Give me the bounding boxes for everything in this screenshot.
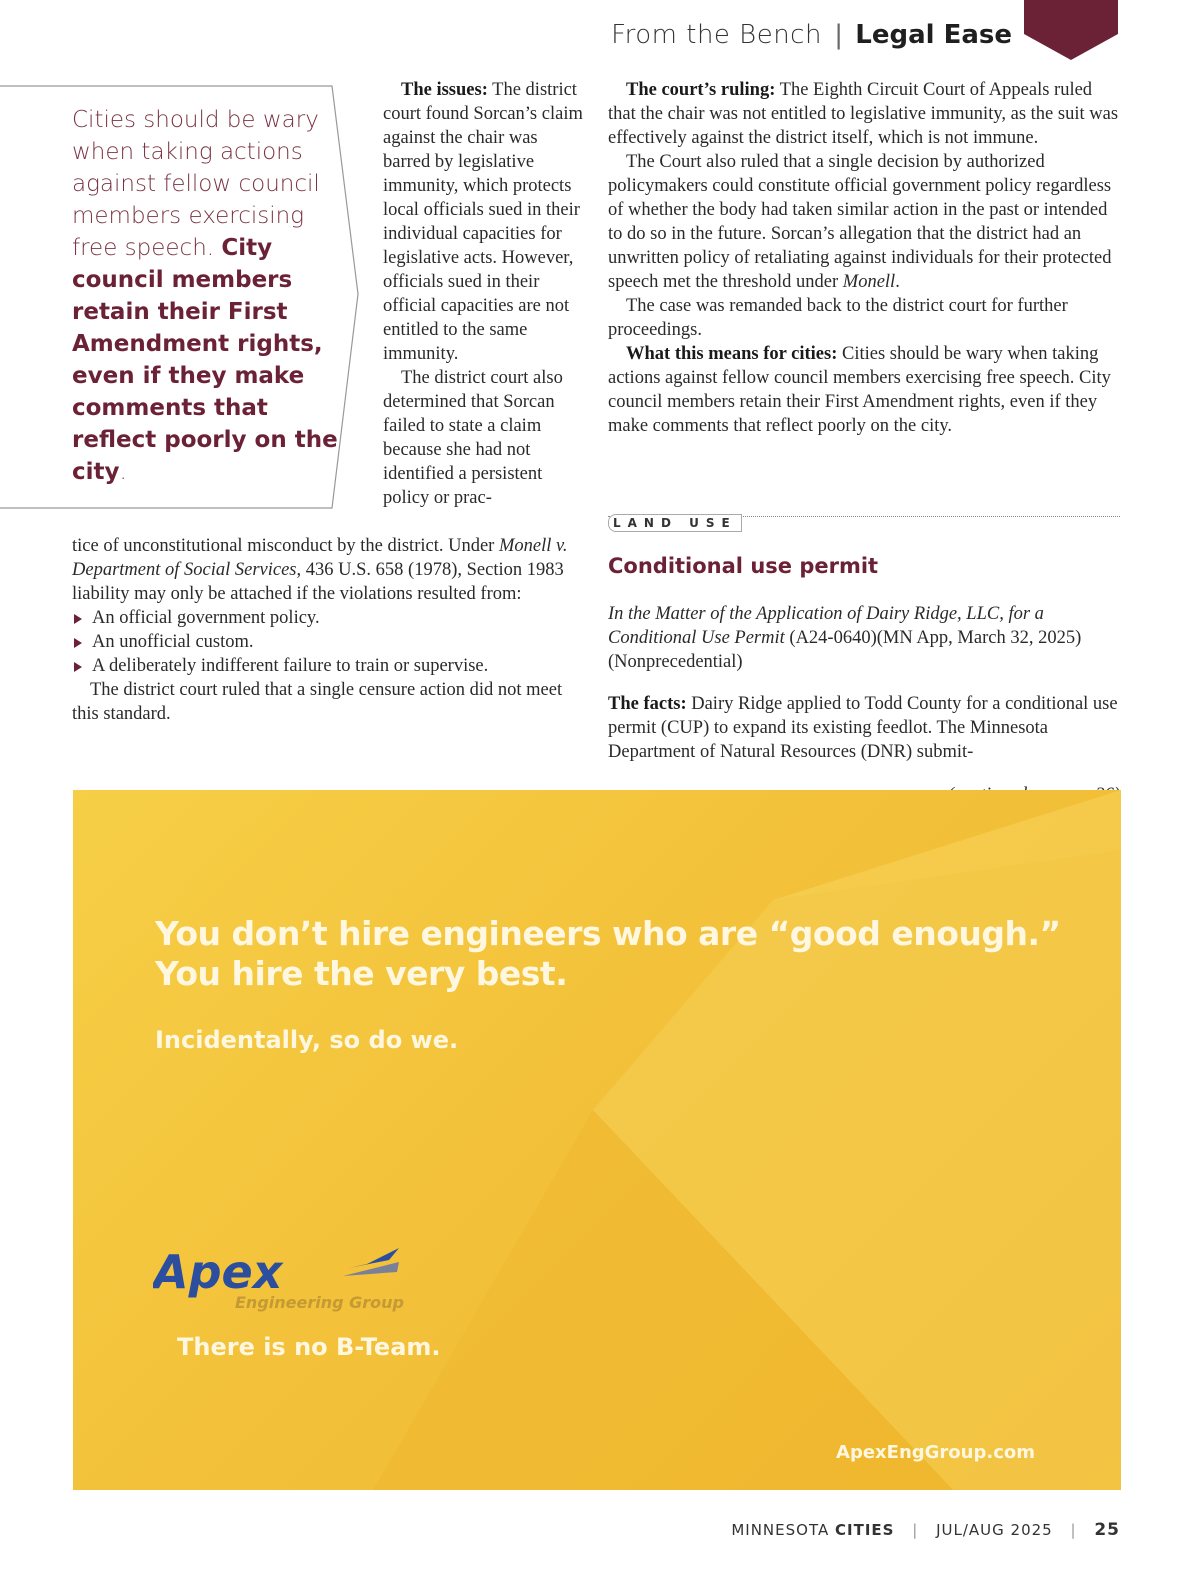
ad-tagline: There is no B-Team.: [177, 1333, 441, 1361]
policy-paragraph: [608, 150, 1120, 294]
header-separator: |: [834, 20, 843, 50]
case-title: In the Matter of the Application of Dairy Ridge, LLC, for a Conditional Use Permit: [608, 603, 1044, 648]
cont-text: tice of unconstitutional misconduct by the district. Under: [72, 536, 495, 556]
closing-paragraph: The district court ruled that a single censure action did not meet this standard.: [72, 680, 563, 724]
land-use-body: [608, 583, 1120, 825]
pull-quote-end: .: [119, 459, 127, 485]
page-number: 25: [1094, 1520, 1120, 1540]
pull-quote: [72, 104, 340, 488]
means-text: Cities should be wary when taking actions against fellow council members exercising free speech. City council members retain their First Amendment rights, even if they make comments that reflect poorly on the city.: [608, 344, 1111, 436]
list-item: A deliberately indifferent failure to train or supervise.: [72, 654, 577, 678]
pull-quote-light: Cities should be wary when taking actions against fellow council members exercising free speech.: [72, 107, 320, 261]
right-column: [608, 78, 1120, 438]
header-badge-shape: [1024, 0, 1118, 60]
issues-paragraph: [383, 78, 583, 366]
ad-headline: [155, 914, 1061, 994]
ad-subhead: Incidentally, so do we.: [155, 1026, 459, 1054]
footer-issue: JUL/AUG 2025: [936, 1521, 1053, 1539]
logo-sub: Engineering Group: [235, 1293, 404, 1312]
land-use-heading: Conditional use permit: [608, 554, 879, 578]
land-use-divider: [608, 514, 1120, 534]
ad-headline-line-1: You don’t hire engineers who are “good enough.”: [155, 914, 1061, 953]
narrow-column: [383, 78, 583, 510]
ruling-paragraph: [608, 78, 1120, 150]
case-info: (A24-0640)(MN App, March 32, 2025) (Nonprecedential): [608, 627, 1082, 672]
means-paragraph: [608, 342, 1120, 438]
ad-headline-line-2: You hire the very best.: [155, 954, 568, 993]
case-citation: [608, 602, 1120, 674]
ruling-text: The Eighth Circuit Court of Appeals ruled that the chair was not entitled to legislative immunity, as the suit was effectively against the district itself, which is not immune.: [608, 80, 1119, 148]
means-label: What this means for cities:: [626, 344, 838, 364]
left-column-continued: [72, 534, 577, 726]
header-section: From the Bench: [611, 20, 822, 50]
violation-list: [72, 606, 577, 678]
footer-separator: |: [912, 1521, 919, 1539]
narrow-paragraph-2: The district court also determined that Sorcan failed to state a claim because she had not identified a persistent policy or prac-: [383, 368, 563, 508]
ad-background-shapes: [73, 790, 1121, 1490]
apex-logo: [153, 1246, 423, 1316]
remand-paragraph: The case was remanded back to the district court for further proceedings.: [608, 296, 1068, 340]
monell-case-cite: , 436 U.S. 658 (1978), Section 1983 liability may only be attached if the violations resulted from:: [72, 560, 564, 604]
facts-paragraph: [608, 692, 1120, 764]
ruling-label: The court’s ruling:: [626, 80, 776, 100]
logo-swoosh-accent-icon: [343, 1262, 399, 1276]
footer-pub-light: MINNESOTA: [731, 1521, 830, 1539]
issues-text: The district court found Sorcan’s claim against the chair was barred by legislative immunity, which protects local officials sued in their individual capacities for legislative acts. However, officials sued in their official capacities are not entitled to the same immunity.: [383, 80, 583, 364]
monell-paragraph: [72, 534, 577, 606]
facts-text: Dairy Ridge applied to Todd County for a conditional use permit (CUP) to expand its existing feedlot. The Minnesota Department of Natural Resources (DNR) submit-: [608, 694, 1118, 762]
list-item: An official government policy.: [72, 606, 577, 630]
monell-case-name: Monell v. Department of Social Services: [72, 536, 568, 580]
list-item: An unofficial custom.: [72, 630, 577, 654]
footer-separator: |: [1070, 1521, 1077, 1539]
apex-advertisement[interactable]: [73, 790, 1121, 1490]
logo-name: Apex: [153, 1246, 283, 1299]
footer-pub-bold: CITIES: [835, 1521, 895, 1539]
header-title: Legal Ease: [855, 20, 1012, 50]
ad-url-link[interactable]: ApexEngGroup.com: [836, 1442, 1035, 1463]
policy-text: The Court also ruled that a single decision by authorized policymakers could constitute official government policy regardless of whether the body had taken similar action in the past or intended to do so in the future. Sorcan’s allegation that the district had an unwritten policy of retaliating against individuals for their protected speech met the threshold under: [608, 152, 1112, 292]
issues-label: The issues:: [401, 80, 488, 100]
monell-ref: Monell: [842, 272, 896, 292]
policy-end: .: [895, 272, 900, 292]
pull-quote-bold: City council members retain their First Amendment rights, even if they make comments that reflect poorly on the city: [72, 235, 338, 485]
page-footer: [731, 1520, 1120, 1540]
land-use-label: LAND USE: [608, 514, 742, 532]
facts-label: The facts:: [608, 694, 687, 714]
section-header: [611, 20, 1012, 50]
